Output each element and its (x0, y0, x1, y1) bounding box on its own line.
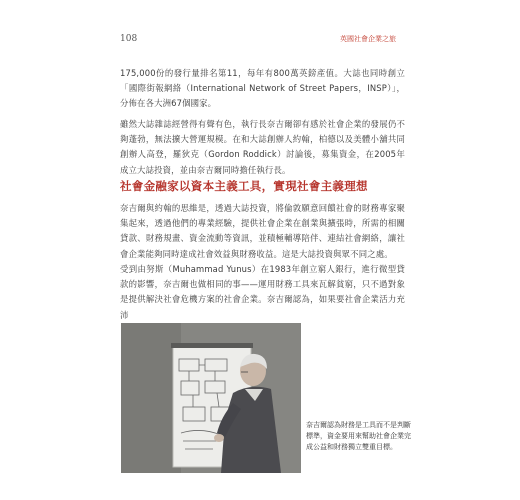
body-paragraph: 雖然大誌雜誌經營得有聲有色，執行長奈吉爾卻有感於社會企業的發展仍不夠蓬勃，無法擴大營運規模。在和大誌創辦人約翰，柏德以及美體小舖共同創辦人高登，羅狄克（Gordon Roddick）討論後，募集資金，在2005年成立大誌投資，並由奈吉爾同時擔任執行長。 (120, 119, 405, 175)
body-paragraph: 受到由努斯（Muhammad Yunus）在1983年創立窮人銀行，進行微型貸款的影響，奈吉爾也做相同的事——運用財務工具來瓦解貧窮，只不過對象是提供解決社會危機方案的社會企業。奈吉爾認為，如果要社會企業活力充沛 (120, 264, 405, 320)
body-paragraph: 175,000份的發行量排名第11，每年有800萬英鎊產值。大誌也同時創立「國際街報網絡（International Network of Street Papers，INSP）」，分佈在各大洲67個國家。 (120, 68, 405, 109)
body-paragraph: 奈吉爾與約翰的思維是，透過大誌投資，將倫敦願意回饋社會的財務專家聚集起來，透過他們的專業經驗，提供社會企業在創業與擴張時，所需的相關貸款、財務規畫、資金流動等資訊，並積極輔導陪伴、連結社會網絡，讓社會企業能夠同時達成社會效益與財務收益。這是大誌投資與眾不同之處。 (120, 203, 405, 259)
page-number: 108 (120, 34, 138, 44)
running-head: 英國社會企業之旅 (340, 35, 396, 43)
photo-man-at-flipchart (121, 323, 301, 473)
section-heading: 社會金融家以資本主義工具，實現社會主義理想 (120, 179, 368, 193)
figure-caption: 奈吉爾認為財務是工具而不是判斷標準，資金要用來幫助社會企業完成公益和財務獨立雙重目標。 (306, 421, 411, 451)
